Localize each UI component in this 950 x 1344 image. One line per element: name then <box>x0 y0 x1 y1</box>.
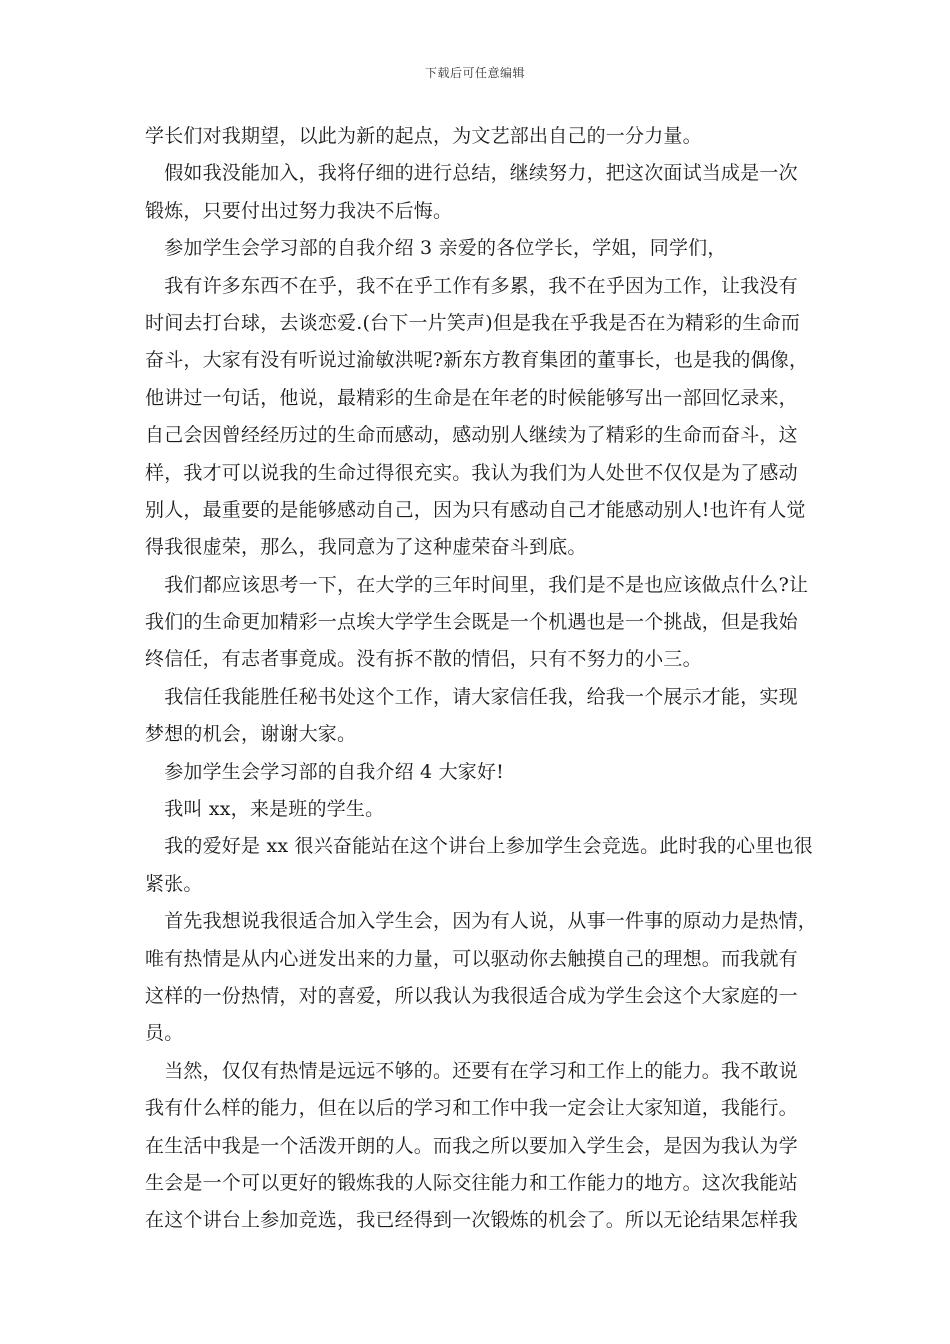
text-line: 时间去打台球，去谈恋爱.(台下一片笑声)但是我在乎我是否在为精彩的生命而 <box>145 311 801 334</box>
text-line: 唯有热情是从内心迸发出来的力量，可以驱动你去触摸自己的理想。而我就有 <box>145 947 798 970</box>
text-line: 紧张。 <box>145 872 203 895</box>
text-line: 参加学生会学习部的自我介绍 4 大家好! <box>145 760 505 783</box>
text-line: 这样的一份热情，对的喜爱，所以我认为我很适合成为学生会这个大家庭的一 <box>145 984 798 1007</box>
text-line: 假如我没能加入，我将仔细的进行总结，继续努力，把这次面试当成是一次 <box>145 162 798 185</box>
text-line: 我叫 xx，来是班的学生。 <box>145 798 385 821</box>
text-line: 生会是一个可以更好的锻炼我的人际交往能力和工作能力的地方。这次我能站 <box>145 1171 798 1194</box>
text-line: 我的爱好是 xx 很兴奋能站在这个讲台上参加学生会竞选。此时我的心里也很 <box>145 835 813 858</box>
text-line: 我有许多东西不在乎，我不在乎工作有多累，我不在乎因为工作，让我没有 <box>145 274 798 297</box>
text-line: 学长们对我期望，以此为新的起点，为文艺部出自己的一分力量。 <box>145 125 702 147</box>
text-line: 参加学生会学习部的自我介绍 3 亲爱的各位学长，学姐，同学们， <box>145 237 727 260</box>
text-line: 别人，最重要的是能够感动自己，因为只有感动自己才能感动别人!也许有人觉 <box>145 498 806 521</box>
text-line: 我信任我能胜任秘书处这个工作，请大家信任我，给我一个展示才能，实现 <box>145 685 798 708</box>
text-line: 锻炼，只要付出过努力我决不后悔。 <box>145 199 453 222</box>
text-line: 得我很虚荣，那么，我同意为了这种虚荣奋斗到底。 <box>145 536 587 559</box>
text-line: 我有什么样的能力，但在以后的学习和工作中我一定会让大家知道，我能行。 <box>145 1097 798 1120</box>
text-line: 我们都应该思考一下，在大学的三年时间里，我们是不是也应该做点什么?让 <box>145 573 809 596</box>
text-line: 自己会因曾经经历过的生命而感动，感动别人继续为了精彩的生命而奋斗，这 <box>145 424 798 447</box>
text-line: 员。 <box>145 1022 184 1045</box>
text-line: 首先我想说我很适合加入学生会，因为有人说，从事一件事的原动力是热情， <box>145 910 818 933</box>
text-line: 样，我才可以说我的生命过得很充实。我认为我们为人处世不仅仅是为了感动 <box>145 461 798 484</box>
page-header: 下载后可任意编辑 <box>424 66 525 80</box>
text-line: 他讲过一句话，他说，最精彩的生命是在年老的时候能够写出一部回忆录来， <box>145 386 798 409</box>
document-body <box>145 118 818 1240</box>
text-line: 梦想的机会，谢谢大家。 <box>145 723 357 746</box>
text-line: 奋斗，大家有没有听说过渝敏洪呢?新东方教育集团的董事长，也是我的偶像， <box>145 349 809 372</box>
text-line: 在生活中我是一个活泼开朗的人。而我之所以要加入学生会，是因为我认为学 <box>145 1134 798 1157</box>
text-line: 我们的生命更加精彩一点埃大学学生会既是一个机遇也是一个挑战，但是我始 <box>145 611 798 634</box>
text-line: 终信任，有志者事竟成。没有拆不散的情侣，只有不努力的小三。 <box>145 648 702 671</box>
text-line: 在这个讲台上参加竞选，我已经得到一次锻炼的机会了。所以无论结果怎样我 <box>145 1209 798 1232</box>
text-line: 当然，仅仅有热情是远远不够的。还要有在学习和工作上的能力。我不敢说 <box>145 1059 798 1082</box>
